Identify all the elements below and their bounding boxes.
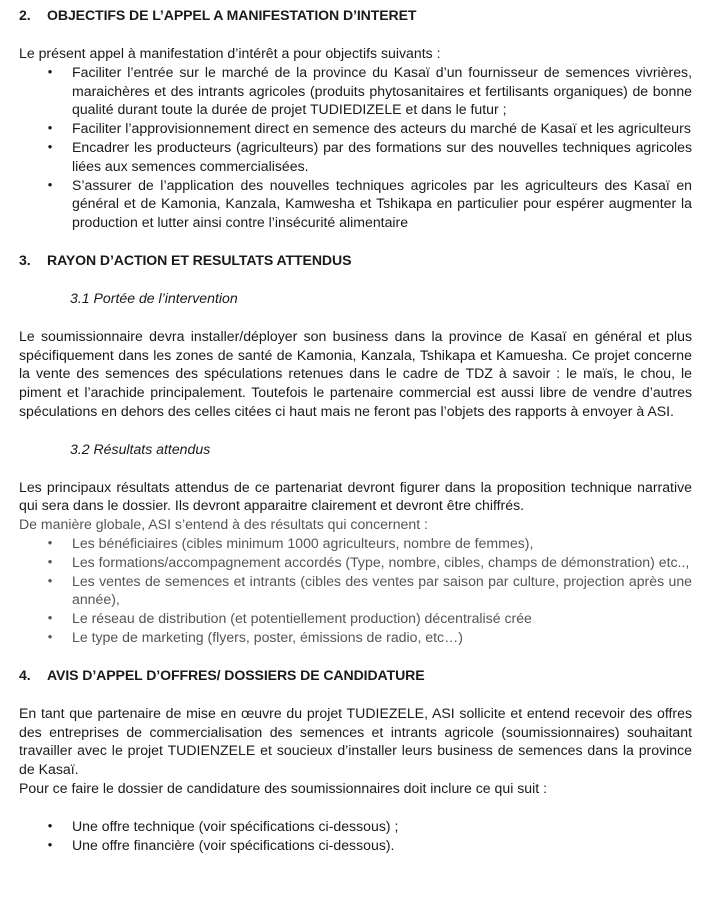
section-4-number: 4.	[19, 666, 31, 683]
section-4-heading	[19, 666, 692, 685]
list-item: • Le réseau de distribution (et potentiellement production) décentralisé crée	[19, 609, 692, 628]
subsection-3-1-text: Le soumissionnaire devra installer/déployer son business dans la province de Kasaï en général et plus spécifiquement dans les zones de santé de Kamonia, Kanzala, Tshikapa et Kamuesha. Ce projet concerne la vente des semences des spéculations retenues dans le cadre de TDZ à savoir : le maïs, le chou, le piment et l’arachide principalement. Toutefois le partenaire commercial est aussi libre de vendre d’autres spéculations en dehors des celles citées ci haut mais ne feront pas l’objets des rapports à envoyer à ASI.	[19, 327, 692, 419]
section-2-intro: Le présent appel à manifestation d’intérêt a pour objectifs suivants :	[19, 45, 441, 61]
list-item: • Faciliter l’entrée sur le marché de la province du Kasaï d’un fournisseur de semences vivrières, maraichères et des intrants agricoles (produits phytosanitaires et fertilisants organiques) de bonne qualité durant toute la durée de projet TUDIEDIZELE et dans le futur ;	[19, 63, 692, 119]
bullet-icon: •	[47, 836, 53, 852]
list-item: • Encadrer les producteurs (agriculteurs) par des formations sur des nouvelles techniques agricoles liées aux semences commercialisées.	[19, 138, 692, 176]
bullet-icon: •	[47, 63, 53, 79]
bullet-icon: •	[47, 553, 53, 569]
section-3-title: RAYON D’ACTION ET RESULTATS ATTENDUS	[47, 251, 352, 268]
bullet-icon: •	[47, 138, 53, 154]
section-4-bullet-list	[19, 817, 692, 855]
list-item: • Faciliter l’approvisionnement direct en semence des acteurs du marché de Kasaï et les agriculteurs	[19, 119, 692, 138]
bullet-icon: •	[47, 610, 53, 626]
bullet-icon: •	[47, 817, 53, 833]
bullet-icon: •	[47, 628, 53, 644]
list-item: • S’assurer de l’application des nouvelles techniques agricoles par les agriculteurs des Kasaï en général et de Kamonia, Kanzala, Kamwesha et Tshikapa en particulier pour espérer augmenter la production et lutter ainsi contre l’insécurité alimentaire	[19, 176, 692, 232]
subsection-3-2-title: 3.2 Résultats attendus	[70, 440, 211, 457]
list-item: • Le type de marketing (flyers, poster, émissions de radio, etc…)	[19, 628, 692, 647]
bullet-icon: •	[47, 572, 53, 588]
section-2-number: 2.	[19, 7, 31, 23]
bullet-icon: •	[47, 534, 53, 550]
bullet-icon: •	[47, 176, 53, 192]
section-4-title: AVIS D’APPEL D’OFFRES/ DOSSIERS DE CANDIDATURE	[47, 666, 425, 683]
list-item: • Une offre financière (voir spécifications ci-dessous).	[19, 836, 692, 855]
section-2-heading	[19, 6, 692, 25]
section-4-text-1: En tant que partenaire de mise en œuvre du projet TUDIEZELE, ASI sollicite et entend recevoir des offres des entreprises de commercialisation des semences et intrants agricole (soumissionnaires) souhaitant travailler avec le projet TUDIENZELE et soucieux d’installer leurs business de semences dans la province de Kasaï.	[19, 704, 692, 778]
bullet-icon: •	[47, 120, 53, 136]
section-2-bullet-list	[19, 63, 692, 232]
subsection-3-2-intro: De manière globale, ASI s’entend à des résultats qui concernent :	[19, 516, 428, 533]
list-item: • Les formations/accompagnement accordés (Type, nombre, cibles, champs de démonstration) etc..,	[19, 553, 692, 572]
list-item: • Les bénéficiaires (cibles minimum 1000 agriculteurs, nombre de femmes),	[19, 534, 692, 553]
section-3-number: 3.	[19, 251, 31, 268]
section-2-title: OBJECTIFS DE L’APPEL A MANIFESTATION D’INTERET	[47, 7, 417, 23]
section-4-text-2: Pour ce faire le dossier de candidature des soumissionnaires doit inclure ce qui suit :	[19, 779, 548, 796]
subsection-3-2-text: Les principaux résultats attendus de ce partenariat devront figurer dans la proposition technique narrative qui sera dans le dossier. Ils devront apparaitre clairement et devront être chiffrés.	[19, 478, 692, 514]
list-item: • Les ventes de semences et intrants (cibles des ventes par saison par culture, projection après une année),	[19, 572, 692, 610]
section-3-bullet-list	[19, 534, 692, 647]
list-item: • Une offre technique (voir spécifications ci-dessous) ;	[19, 817, 692, 836]
section-3-heading	[19, 251, 692, 270]
subsection-3-1-title: 3.1 Portée de l’intervention	[70, 289, 238, 306]
